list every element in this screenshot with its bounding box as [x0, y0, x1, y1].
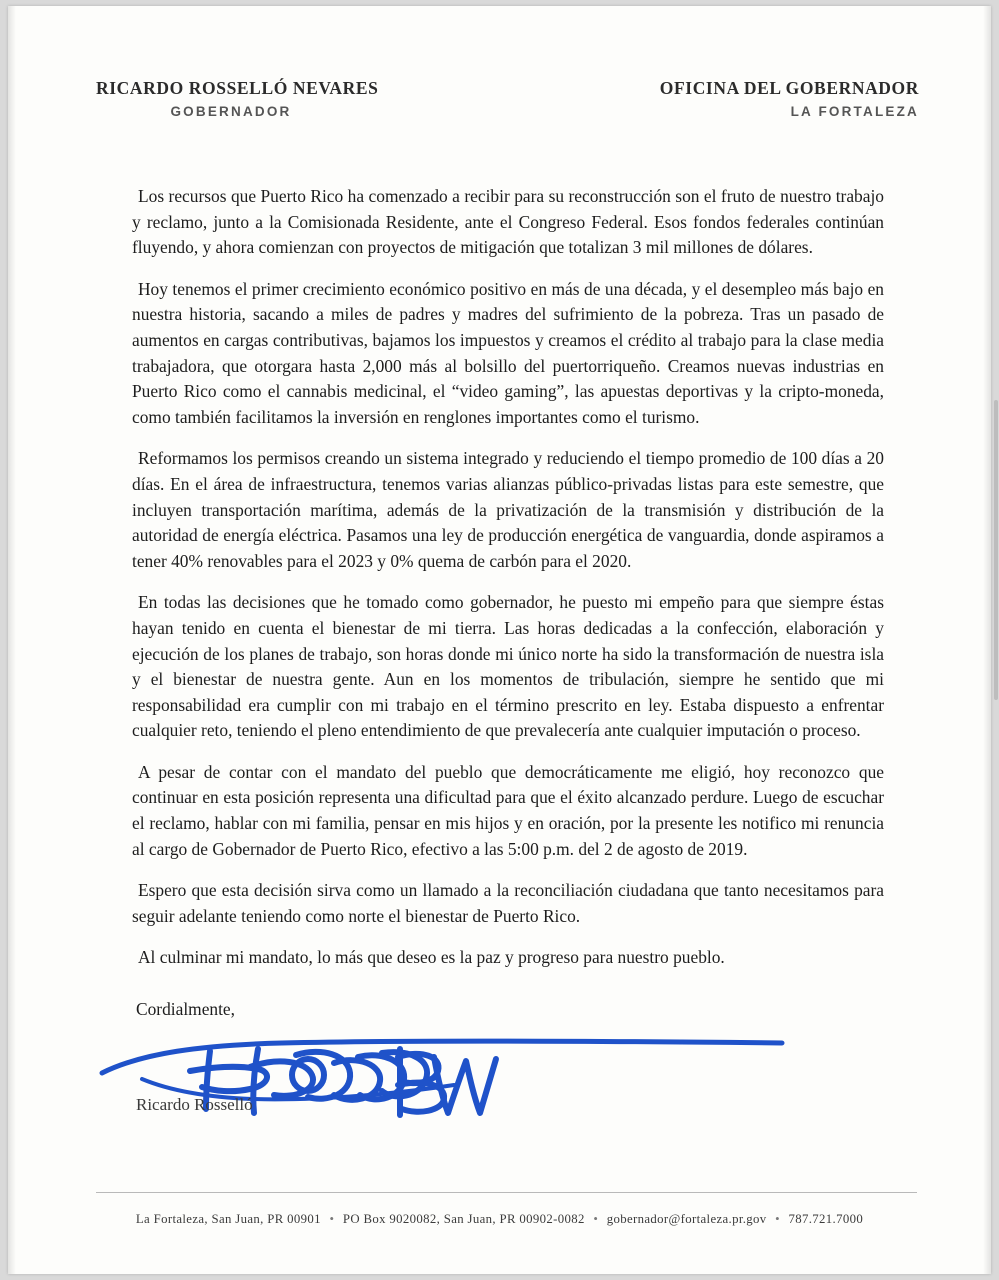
footer-separator: • [593, 1212, 599, 1226]
footer [8, 1212, 991, 1227]
governor-title: GOBERNADOR [170, 104, 292, 119]
footer-divider [96, 1192, 917, 1193]
closing-line: Cordialmente, [136, 999, 236, 1020]
footer-separator: • [329, 1212, 335, 1226]
footer-po-box: PO Box 9020082, San Juan, PR 00902-0082 [342, 1212, 585, 1226]
office-location: LA FORTALEZA [790, 104, 919, 119]
paragraph: Espero que esta decisión sirva como un llamado a la reconciliación ciudadana que tanto necesitamos para seguir adelante teniendo como norte el bienestar de Puerto Rico. [132, 880, 884, 926]
scrollbar-thumb[interactable] [994, 400, 998, 700]
letter-page [8, 6, 991, 1274]
page-right-shadow [983, 6, 991, 1274]
office-name: OFICINA DEL GOBERNADOR [659, 78, 919, 98]
letterhead-right [589, 78, 919, 119]
signature-block [132, 1025, 884, 1121]
paragraph: A pesar de contar con el mandato del pueblo que democráticamente me eligió, hoy reconozco que continuar en esta posición representa una dificultad para que el éxito alcanzado perdure. Luego de escuchar el reclamo, hablar con mi familia, pensar en mis hijos y en oración, por la presente les notifico mi renuncia al cargo de Gobernador de Puerto Rico, efectivo a las 5:00 p.m. del 2 de agosto de 2019. [132, 761, 884, 859]
page-left-shadow [8, 6, 16, 1274]
letterhead [8, 78, 991, 138]
paragraph: Al culminar mi mandato, lo más que deseo es la paz y progreso para nuestro pueblo. [138, 947, 725, 968]
governor-name: RICARDO ROSSELLÓ NEVARES [96, 78, 379, 98]
footer-address: La Fortaleza, San Juan, PR 00901 [135, 1212, 321, 1226]
footer-email[interactable]: gobernador@fortaleza.pr.gov [606, 1212, 767, 1226]
footer-separator: • [775, 1212, 780, 1226]
paragraph: En todas las decisiones que he tomado como gobernador, he puesto mi empeño para que siempre éstas hayan tenido en cuenta el bienestar de mi tierra. Las horas dedicadas a la confección, elaboración y ejecución de los planes de trabajo, son horas donde mi único norte ha sido la transformación de nuestra isla y el bienestar de nuestra gente. Aun en los momentos de tribulación, siempre he sentido que mi responsabilidad era cumplir con mi trabajo en el término prescrito en ley. Estaba dispuesto a enfrentar cualquier reto, teniendo el pleno entendimiento de que prevalecería ante cualquier imputación o proceso. [132, 592, 884, 741]
signature-printed-name: Ricardo Rosselló [136, 1094, 253, 1114]
footer-phone: 787.721.7000 [788, 1212, 864, 1226]
letter-body [132, 184, 884, 1121]
paragraph: Reformamos los permisos creando un sistema integrado y reduciendo el tiempo promedio de 100 días a 20 días. En el área de infraestructura, tenemos varias alianzas público-privadas listas para este semestre, que incluyen transportación marítima, además de la privatización de la transmisión y distribución de la autoridad de energía eléctrica. Pasamos una ley de producción energética de vanguardia, donde aspiramos a tener 40% renovables para el 2023 y 0% quema de carbón para el 2020. [132, 448, 884, 571]
paragraph: Hoy tenemos el primer crecimiento económico positivo en más de una década, y el desempleo más bajo en nuestra historia, sacando a miles de padres y madres del sufrimiento de la pobreza. Tras un pasado de aumentos en cargas contributivas, bajamos los impuestos y creamos el crédito al trabajo para la clase media trabajadora, que otorgara hasta 2,000 más al bolsillo del puertorriqueño. Creamos nuevas industrias en Puerto Rico como el cannabis medicinal, el “video gaming”, las apuestas deportivas y la cripto-moneda, como también facilitamos la inversión en renglones importantes como el turismo. [132, 278, 884, 427]
paragraph: Los recursos que Puerto Rico ha comenzado a recibir para su reconstrucción son el fruto de nuestro trabajo y reclamo, junto a la Comisionada Residente, ante el Congreso Federal. Esos fondos federales continúan fluyendo, y ahora comienzan con proyectos de mitigación que totalizan 3 mil millones de dólares. [132, 186, 884, 258]
letterhead-left [96, 78, 379, 119]
